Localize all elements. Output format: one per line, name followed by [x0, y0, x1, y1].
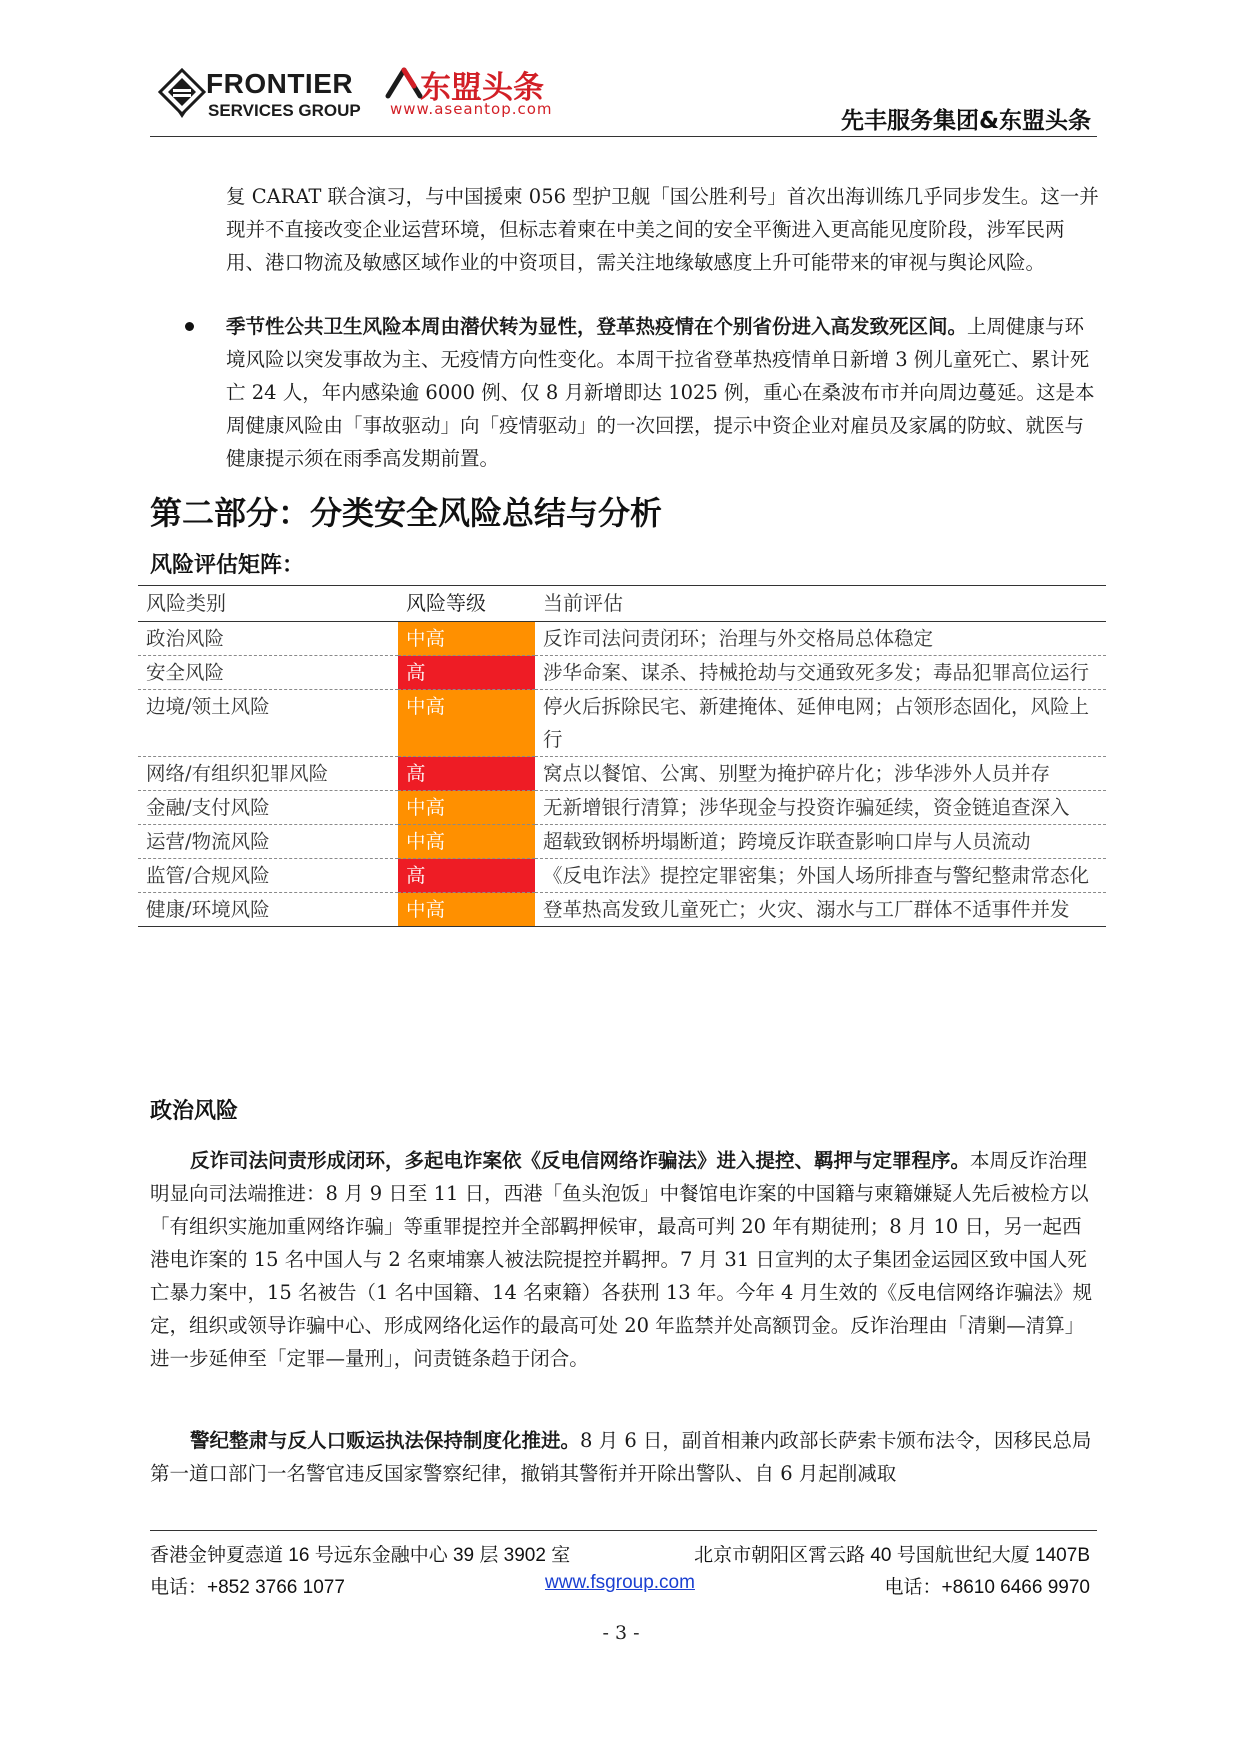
page-number: - 3 -	[602, 1622, 640, 1644]
risk-assessment: 停火后拆除民宅、新建掩体、延伸电网；占领形态固化，风险上行	[535, 690, 1106, 757]
footer-address-hk: 香港金钟夏悫道 16 号远东金融中心 39 层 3902 室	[150, 1545, 571, 1566]
bullet-bold-lead: 季节性公共卫生风险本周由潜伏转为显性，登革热疫情在个别省份进入高发致死区间。	[226, 315, 968, 338]
risk-level-badge: 中高	[398, 690, 535, 757]
frontier-logo-subtext: SERVICES GROUP	[208, 101, 361, 120]
matrix-title: 风险评估矩阵：	[150, 553, 305, 578]
risk-assessment: 登革热高发致儿童死亡；火灾、溺水与工厂群体不适事件并发	[535, 893, 1106, 927]
bullet-paragraph	[226, 310, 1100, 475]
risk-level-badge: 中高	[398, 893, 535, 927]
aseantop-logo-text: 东盟头条	[420, 70, 544, 106]
political-risk-subtitle: 政治风险	[150, 1099, 239, 1124]
footer-phone-bj: 电话：+8610 6466 9970	[884, 1577, 1090, 1598]
section-title: 第二部分：分类安全风险总结与分析	[150, 494, 663, 532]
risk-assessment: 《反电诈法》提控定罪密集；外国人场所排查与警纪整肃常态化	[535, 859, 1106, 893]
table-row	[138, 622, 1106, 656]
footer-phone-hk: 电话：+852 3766 1077	[150, 1577, 345, 1598]
footer-address-bj: 北京市朝阳区霄云路 40 号国航世纪大厦 1407B	[694, 1545, 1090, 1566]
risk-level-badge: 高	[398, 656, 535, 690]
risk-assessment: 超载致钢桥坍塌断道；跨境反诈联查影响口岸与人员流动	[535, 825, 1106, 859]
table-row	[138, 791, 1106, 825]
risk-level-badge: 中高	[398, 825, 535, 859]
risk-assessment: 反诈司法问责闭环；治理与外交格局总体稳定	[535, 622, 1106, 656]
risk-level-badge: 高	[398, 859, 535, 893]
political-p1-bold-lead: 反诈司法问责形成闭环，多起电诈案依《反电信网络诈骗法》进入提控、羁押与定罪程序。	[190, 1149, 971, 1172]
table-header-row	[138, 586, 1106, 622]
risk-category: 政治风险	[138, 622, 398, 656]
bullet-icon	[185, 322, 194, 331]
header-level: 风险等级	[398, 586, 535, 622]
risk-matrix-table	[138, 585, 1106, 927]
risk-level-badge: 高	[398, 757, 535, 791]
political-p2-text: 8 月 6 日，副首相兼内政部长萨索卡颁布法令，因移民总局第一道口部门一名警官违反国家警察纪律，撤销其警衔并开除出警队、自 6 月起削减取	[150, 1429, 1092, 1485]
political-paragraph-1	[150, 1144, 1100, 1375]
footer-website-link[interactable]: www.fsgroup.com	[545, 1572, 695, 1593]
table-row	[138, 893, 1106, 927]
header-category: 风险类别	[138, 586, 398, 622]
risk-category: 金融/支付风险	[138, 791, 398, 825]
frontier-logo-icon	[158, 68, 206, 120]
risk-level-badge: 中高	[398, 791, 535, 825]
risk-level-badge: 中高	[398, 622, 535, 656]
table-row	[138, 825, 1106, 859]
aseantop-url: www.aseantop.com	[390, 100, 553, 118]
table-row	[138, 690, 1106, 757]
page-header	[150, 60, 1097, 137]
table-row	[138, 859, 1106, 893]
footer-divider	[150, 1530, 1097, 1531]
political-p2-bold-lead: 警纪整肃与反人口贩运执法保持制度化推进。	[190, 1429, 581, 1452]
risk-category: 运营/物流风险	[138, 825, 398, 859]
risk-assessment: 无新增银行清算；涉华现金与投资诈骗延续，资金链追查深入	[535, 791, 1106, 825]
table-row	[138, 656, 1106, 690]
header-title: 先丰服务集团&东盟头条	[840, 108, 1091, 134]
table-row	[138, 757, 1106, 791]
risk-category: 健康/环境风险	[138, 893, 398, 927]
risk-category: 监管/合规风险	[138, 859, 398, 893]
risk-category: 网络/有组织犯罪风险	[138, 757, 398, 791]
risk-assessment: 窝点以餐馆、公寓、别墅为掩护碎片化；涉华涉外人员并存	[535, 757, 1106, 791]
risk-category: 边境/领土风险	[138, 690, 398, 757]
bullet-text: 上周健康与环境风险以突发事故为主、无疫情方向性变化。本周干拉省登革热疫情单日新增 3 例儿童死亡、累计死亡 24 人，年内感染逾 6000 例、仅 8 月新增即达 1025 例，重心在桑波布市并向周边蔓延。这是本周健康风险由「事故驱动」向「疫情驱动」的一次回摆，提示中资企业对雇员及家属的防蚊、就医与健康提示须在雨季高发期前置。	[226, 315, 1095, 470]
political-p1-text: 本周反诈治理明显向司法端推进：8 月 9 日至 11 日，西港「鱼头泡饭」中餐馆电诈案的中国籍与柬籍嫌疑人先后被检方以「有组织实施加重网络诈骗」等重罪提控并全部羁押候审，最高可判 20 年有期徒刑；8 月 10 日，另一起西港电诈案的 15 名中国人与 2 名柬埔寨人被法院提控并羁押。7 月 31 日宣判的太子集团金运园区致中国人死亡暴力案中，15 名被告（1 名中国籍、14 名柬籍）各获刑 13 年。今年 4 月生效的《反电信网络诈骗法》规定，组织或领导诈骗中心、形成网络化运作的最高可处 20 年监禁并处高额罚金。反诈治理由「清剿—清算」进一步延伸至「定罪—量刑」，问责链条趋于闭合。	[150, 1149, 1093, 1370]
political-paragraph-2	[150, 1424, 1100, 1490]
header-assessment: 当前评估	[535, 586, 1106, 622]
risk-assessment: 涉华命案、谋杀、持械抢劫与交通致死多发；毒品犯罪高位运行	[535, 656, 1106, 690]
risk-category: 安全风险	[138, 656, 398, 690]
frontier-logo-text: FRONTIER	[206, 68, 354, 99]
intro-paragraph: 复 CARAT 联合演习，与中国援柬 056 型护卫舰「国公胜利号」首次出海训练几乎同步发生。这一并现并不直接改变企业运营环境，但标志着柬在中美之间的安全平衡进入更高能见度阶段，涉军民两用、港口物流及敏感区域作业的中资项目，需关注地缘敏感度上升可能带来的审视与舆论风险。	[226, 185, 1099, 274]
